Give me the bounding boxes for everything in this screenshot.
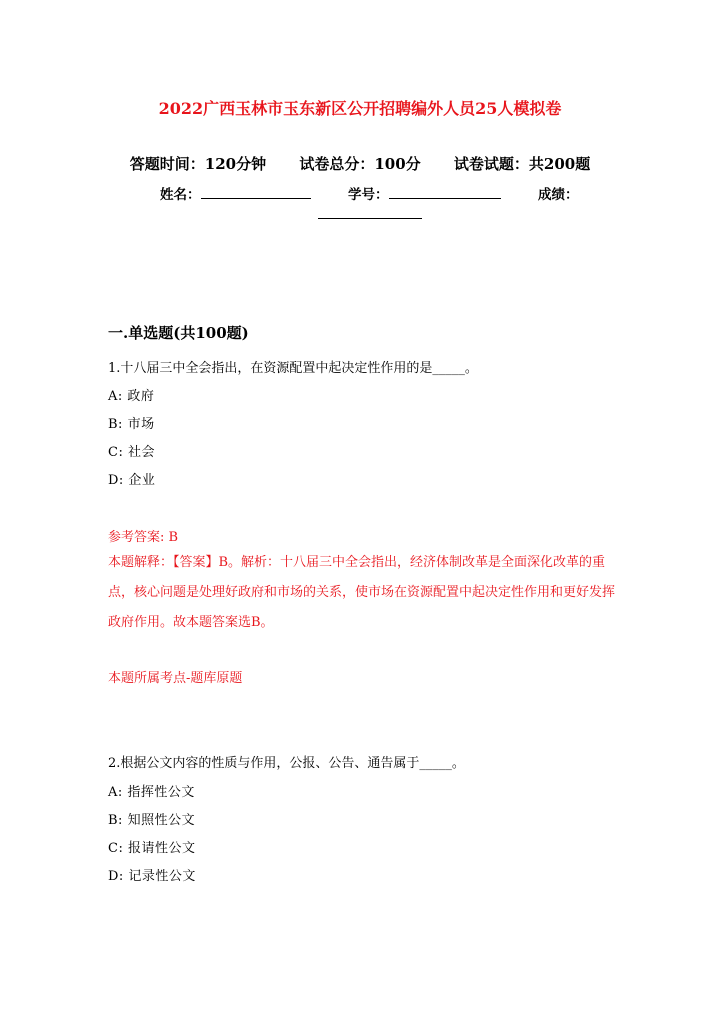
question-1-stem: 1.十八届三中全会指出，在资源配置中起决定性作用的是_____。: [108, 361, 478, 376]
name-label: 姓名：: [160, 187, 201, 203]
question-2-option-c[interactable]: C: 报请性公文: [108, 841, 196, 856]
question-2-option-d[interactable]: D: 记录性公文: [108, 869, 196, 884]
question-1-option-a[interactable]: A: 政府: [108, 389, 155, 404]
score-blank[interactable]: [318, 205, 422, 219]
exam-title: 2022广西玉林市玉东新区公开招聘编外人员25人模拟卷: [158, 99, 562, 118]
id-blank[interactable]: [389, 185, 501, 199]
exam-time: 答题时间：120分钟: [129, 155, 267, 173]
exam-total-score: 试卷总分：100分: [299, 155, 421, 173]
question-1-topic: 本题所属考点-题库原题: [108, 671, 243, 686]
question-2-option-a[interactable]: A: 指挥性公文: [108, 785, 195, 800]
score-label: 成绩：: [538, 187, 579, 203]
question-1-option-c[interactable]: C: 社会: [108, 445, 155, 460]
question-2-option-b[interactable]: B: 知照性公文: [108, 813, 196, 828]
question-1-answer: 参考答案: B: [108, 530, 179, 545]
section-title: 一.单选题(共100题): [108, 324, 249, 342]
score-blank-wrap: [318, 205, 422, 219]
exam-total-questions: 试卷试题：共200题: [453, 155, 591, 173]
name-blank[interactable]: [201, 185, 311, 199]
question-1-option-d[interactable]: D: 企业: [108, 473, 156, 488]
score-field: [538, 183, 579, 203]
question-2-stem: 2.根据公文内容的性质与作用，公报、公告、通告属于_____。: [108, 756, 465, 771]
question-1-option-b[interactable]: B: 市场: [108, 417, 155, 432]
id-field: [348, 183, 501, 203]
name-field: [160, 183, 311, 203]
exam-info: [0, 153, 720, 174]
question-1-explanation: 本题解释：【答案】B。解析：十八届三中全会指出，经济体制改革是全面深化改革的重点，核心问题是处理好政府和市场的关系，使市场在资源配置中起决定性作用和更好发挥政府作用。故本题答案选B。: [108, 555, 616, 630]
id-label: 学号：: [348, 187, 389, 203]
